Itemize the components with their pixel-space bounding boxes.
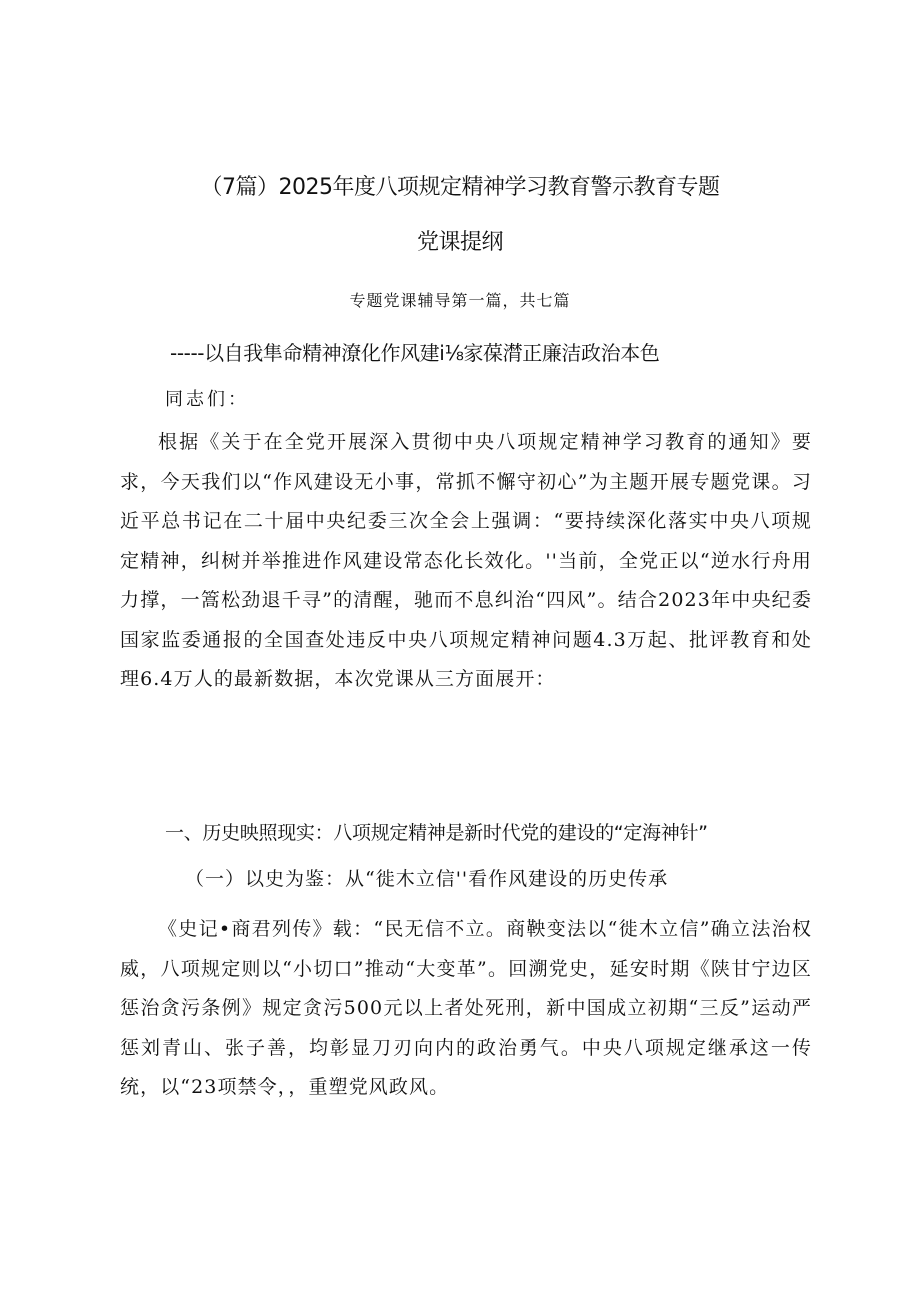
- section-1-paragraph: 《史记•商君列传》载：“民无信不立。商鞅变法以“徙木立信”确立法治权威，八项规定则以“小切口”推动“大变革”。回溯党史，延安时期《陕甘宁边区惩治贪污条例》规定贪污500元以上者处死刑，新中国成立初期“三反”运动严惩刘青山、张子善，均彰显刀刃向内的政治勇气。中央八项规定继承这一传统，以“23项禁令，，重塑党风政风。: [120, 918, 812, 1098]
- intro-paragraph: 根据《关于在全党开展深入贯彻中央八项规定精神学习教育的通知》要求，今天我们以“作风建设无小事，常抓不懈守初心”为主题开展专题党课。习近平总书记在二十届中央纪委三次全会上强调：“要持续深化落实中央八项规定精神，纠树并举推进作风建设常态化长效化。''当前，全党正以“逆水行舟用力撑，一篙松劲退千寻”的清醒，驰而不息纠治“四风”。结合2023年中央纪委国家监委通报的全国查处违反中央八项规定精神问题4.3万起、批评教育和处理6.4万人的最新数据，本次党课从三方面展开：: [120, 431, 812, 690]
- section-1-heading: 一、历史映照现实：八项规定精神是新时代党的建设的“定海神针”: [165, 822, 708, 844]
- document-motto: -----以自我隼命精神潦化作风建i⅛家葆潸正廉洁政治本色: [170, 341, 660, 365]
- greeting: 同志们：: [165, 389, 249, 410]
- section-1-subheading: （一）以史为鉴：从“徙木立信''看作风建设的历史传承: [185, 868, 669, 890]
- document-subtitle: 专题党课辅导第一篇，共七篇: [349, 291, 571, 310]
- document-title-line-1: （7篇）2025年度八项规定精神学习教育警示教育专题: [200, 175, 720, 200]
- document-title-line-2: 党课提纲: [416, 230, 503, 255]
